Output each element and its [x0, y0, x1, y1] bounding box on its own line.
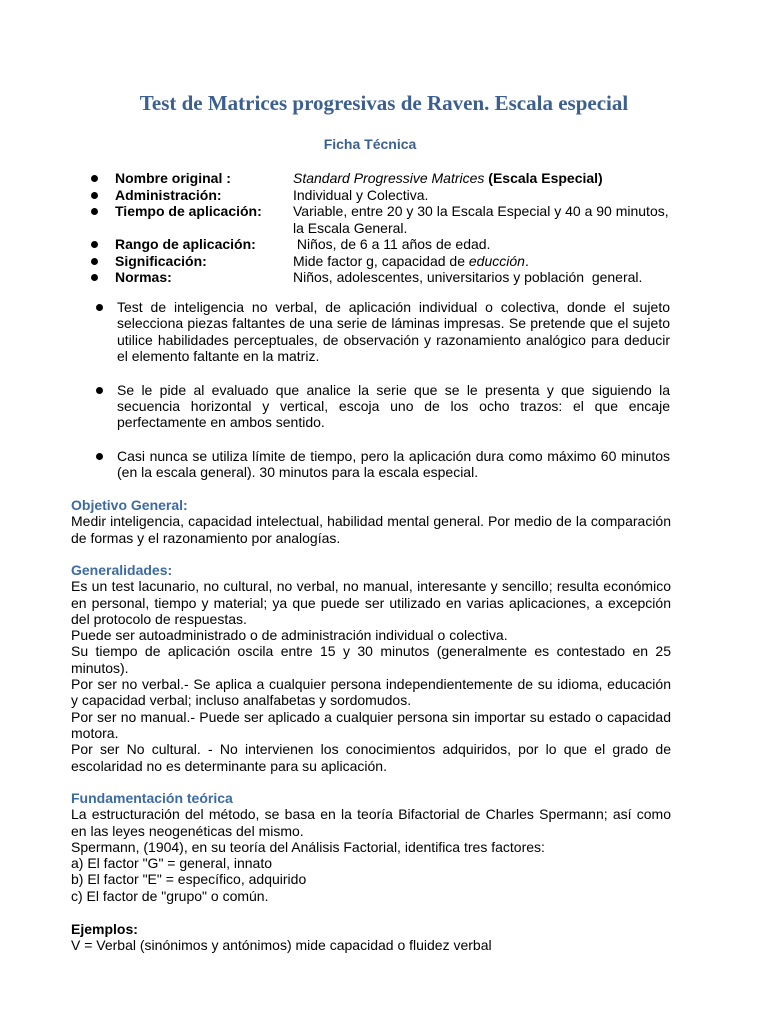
field-value: Individual y Colectiva.	[293, 186, 429, 203]
paragraph: Su tiempo de aplicación oscila entre 15 y 30 minutos (generalmente es contestado en 25 minutos).	[71, 643, 671, 676]
paragraph: Puede ser autoadministrado o de administración individual o colectiva.	[71, 627, 508, 644]
field-row-administracion	[84, 187, 684, 204]
section-heading: Ejemplos:	[71, 921, 138, 937]
section-ejemplos	[71, 921, 671, 954]
field-value: Niños, adolescentes, universitarios y población general.	[293, 269, 643, 285]
document-title: Test de Matrices progresivas de Raven. Escala especial	[139, 91, 629, 115]
field-value: Standard Progressive Matrices (Escala Especial)	[293, 170, 603, 186]
section-heading: Objetivo General:	[71, 497, 188, 513]
field-value: Mide factor g, capacidad de educción.	[293, 252, 529, 269]
bullet-icon	[96, 453, 103, 460]
field-row-nombre	[84, 170, 684, 187]
paragraph: Es un test lacunario, no cultural, no verbal, no manual, interesante y sencillo; resulta económico en personal, tiempo y material; ya que puede ser utilizado en varias aplicaciones, a excepción del protocolo de respuestas.	[71, 578, 671, 627]
field-label: Rango de aplicación:	[115, 236, 256, 252]
paragraph: V = Verbal (sinónimos y antónimos) mide capacidad o fluidez verbal	[71, 937, 492, 954]
field-label: Significación:	[115, 252, 207, 269]
paragraph: Por ser no manual.- Puede ser aplicado a cualquier persona sin importar su estado o capacidad motora.	[71, 708, 671, 741]
bullet-icon	[91, 258, 98, 265]
section-fundamentacion	[71, 790, 671, 904]
field-label: Normas:	[115, 269, 172, 285]
section-heading: Fundamentación teórica	[71, 790, 233, 806]
description-bullets	[84, 299, 684, 481]
technical-sheet-list	[84, 170, 684, 286]
paragraph: La estructuración del método, se basa en la teoría Bifactorial de Charles Spermann; así como en las leyes neogenéticas del mismo.	[71, 806, 671, 839]
field-label: Nombre original :	[115, 170, 231, 186]
list-item: Se le pide al evaluado que analice la serie que se le presenta y que siguiendo la secuencia horizontal y vertical, escoja uno de los ocho trazos: el que encaje perfectamente en ambos sentido.	[84, 382, 670, 431]
bullet-icon	[91, 208, 98, 215]
bullet-icon	[96, 387, 103, 394]
section-heading: Generalidades:	[71, 562, 173, 578]
bullet-icon	[91, 241, 98, 248]
paragraph: Spermann, (1904), en su teoría del Análisis Factorial, identifica tres factores:	[71, 838, 545, 855]
field-row-significacion	[84, 253, 684, 270]
paragraph: a) El factor "G" = general, innato	[71, 855, 272, 872]
bullet-icon	[91, 192, 98, 199]
paragraph: b) El factor "E" = específico, adquirido	[71, 871, 307, 888]
section-generalidades	[71, 562, 671, 774]
list-item: Casi nunca se utiliza límite de tiempo, pero la aplicación dura como máximo 60 minutos (en la escala general). 30 minutos para la escala especial.	[84, 448, 670, 481]
field-value: Niños, de 6 a 11 años de edad.	[293, 236, 491, 252]
field-label: Tiempo de aplicación:	[115, 203, 262, 219]
field-row-rango	[84, 236, 684, 253]
paragraph: Medir inteligencia, capacidad intelectual, habilidad mental general. Por medio de la comparación de formas y el razonamiento por analogías.	[71, 513, 671, 546]
list-item: Test de inteligencia no verbal, de aplicación individual o colectiva, donde el sujeto selecciona piezas faltantes de una serie de láminas impresas. Se pretende que el sujeto utilice habilidades perceptuales, de observación y razonamiento analógico para deducir el elemento faltante en la matriz.	[84, 299, 670, 365]
paragraph: Por ser No cultural. - No intervienen los conocimientos adquiridos, por lo que el grado de escolaridad no es determinante para su aplicación.	[71, 741, 671, 774]
field-row-tiempo	[84, 203, 684, 236]
paragraph: c) El factor de "grupo" o común.	[71, 887, 269, 904]
bullet-icon	[91, 274, 98, 281]
bullet-icon	[91, 175, 98, 182]
paragraph: Por ser no verbal.- Se aplica a cualquier persona independientemente de su idioma, educación y capacidad verbal; incluso analfabetas y sordomudos.	[71, 676, 671, 709]
field-value: Variable, entre 20 y 30 la Escala Especial y 40 a 90 minutos, la Escala General.	[293, 203, 669, 236]
section-subtitle: Ficha Técnica	[323, 136, 417, 152]
field-row-normas	[84, 269, 684, 286]
bullet-icon	[96, 304, 103, 311]
field-label: Administración:	[115, 186, 222, 203]
section-objetivo	[71, 497, 671, 546]
